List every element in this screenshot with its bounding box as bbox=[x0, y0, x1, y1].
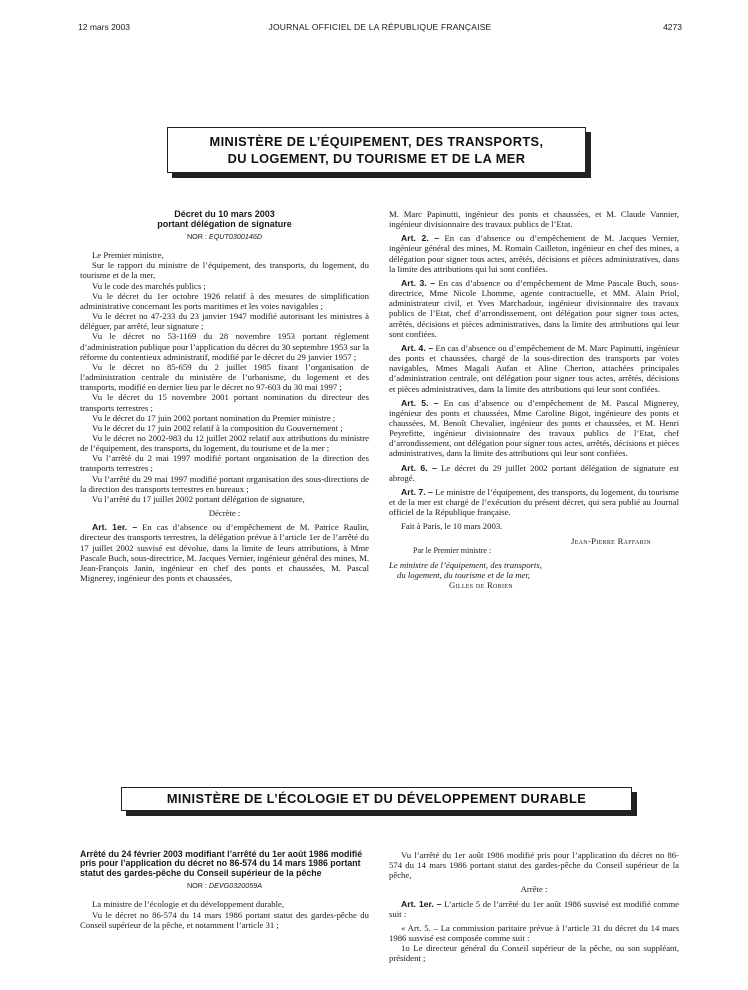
article-2 bbox=[389, 233, 679, 274]
article-4 bbox=[389, 343, 679, 394]
nor-code: EQUT0300146D bbox=[208, 232, 263, 241]
arrete-nor: NOR : DEVG0320059A bbox=[186, 881, 263, 891]
signatory-name: Jean-Pierre Raffarin bbox=[571, 535, 651, 546]
journal-title: JOURNAL OFFICIEL DE LA RÉPUBLIQUE FRANÇAISE bbox=[268, 22, 492, 32]
visa-paragraph: Vu le décret no 53-1169 du 28 novembre 1953 portant règlement d’administration publique pour l’application du décret du 30 septembre 1953 sur la réforme du contentieux administratif, modifié par le décret du 29 janvier 1957 ; bbox=[80, 331, 369, 362]
ministry-line-1: MINISTÈRE DE L’ÉQUIPEMENT, DES TRANSPORTS, bbox=[209, 134, 544, 149]
arrete-column-right bbox=[389, 850, 679, 964]
article-label: Art. 4. – bbox=[401, 342, 434, 353]
visa-paragraph: Vu le décret no 86-574 du 14 mars 1986 portant statut des gardes-pêche du Conseil supérieur de la pêche, et notamment l’article 31 ; bbox=[80, 909, 369, 930]
par-line: Par le Premier ministre : bbox=[413, 545, 492, 555]
article-label: Art. 3. – bbox=[401, 277, 436, 288]
decree-column-right bbox=[389, 209, 679, 590]
article-1 bbox=[80, 522, 369, 583]
nor-code: DEVG0320059A bbox=[208, 881, 263, 891]
visa-paragraph: Vu l’arrêté du 29 mai 1997 modifié portant organisation des sous-directions de la direction des transports terrestres en bureaux ; bbox=[80, 473, 369, 494]
visa-paragraph: Vu le décret no 85-659 du 2 juillet 1985 fixant l’organisation de l’administration centrale du ministère de l’urbanisme, du logement et des transports, modifié en dernier lieu par le décret no 97-603 du 30 mai 1997 ; bbox=[80, 361, 369, 393]
article-7 bbox=[389, 487, 679, 517]
ministry-line-2: DU LOGEMENT, DU TOURISME ET DE LA MER bbox=[227, 151, 526, 166]
article-label: Art. 2. – bbox=[401, 233, 440, 244]
article-6 bbox=[389, 463, 679, 483]
article-label: Art. 1er. – bbox=[92, 522, 138, 533]
article-text: En cas d’absence ou d’empêchement de M. Pascal Mignerey, ingénieur des ponts et chaussées, Mme Caroline Bigot, ingénieure des ponts et chaussées, M. Benoît Chevalier, ingénieur des ponts et chaussées, et M. Henri Peyrefitte, ingénieur divisionnaire des travaux publics de l’Etat, chef d’arrondissement, ont délégation pour signer tous actes, arrêtés, décisions et pièces administratives, dans la limite des attributions qui leur sont confiées. bbox=[389, 397, 679, 459]
visa-paragraph: Vu le décret du 17 juin 2002 relatif à la composition du Gouvernement ; bbox=[92, 422, 343, 433]
visa-paragraph: La ministre de l’écologie et du développement durable, bbox=[92, 899, 285, 910]
visa-paragraph: Vu le décret no 2002-983 du 12 juillet 2002 relatif aux attributions du ministre de l’équipement, des transports, du logement, du tourisme et de la mer ; bbox=[80, 432, 369, 454]
decree-title: Décret du 10 mars 2003 bbox=[174, 209, 275, 219]
arrete-column-left bbox=[80, 850, 369, 930]
decree-column-left bbox=[80, 209, 369, 583]
article-label: Art. 1er. – bbox=[401, 898, 442, 909]
decree-verb: Décrète : bbox=[208, 508, 241, 519]
article-text: L’article 5 de l’arrêté du 1er août 1986 susvisé est modifié comme suit : bbox=[389, 898, 679, 919]
minister-title-1: Le ministre de l’équipement, des transports, bbox=[389, 559, 542, 570]
issue-date: 12 mars 2003 bbox=[78, 22, 130, 32]
article-label: Art. 6. – bbox=[401, 462, 437, 473]
visa-paragraph: Vu le décret no 47-233 du 23 janvier 1947 modifié autorisant les ministres à déléguer, par arrêté, leur signature ; bbox=[80, 311, 369, 332]
arrete-title: Arrêté du 24 février 2003 modifiant l’arrêté du 1er août 1986 modifié pris pour l’application du décret no 86-574 du 14 mars 1986 portant statut des gardes-pêche du Conseil supérieur de la pêche bbox=[80, 849, 363, 878]
article-label: Art. 5. – bbox=[401, 397, 439, 408]
visa-paragraph: Sur le rapport du ministre de l’équipement, des transports, du logement, du tourisme et de la mer, bbox=[80, 260, 369, 281]
article-5 bbox=[389, 398, 679, 459]
article-1-continued: M. Marc Papinutti, ingénieur des ponts et chaussées, et M. Claude Vannier, ingénieur divisionnaire des travaux publics de l’Etat. bbox=[389, 209, 679, 230]
article-5-quote: « Art. 5. – La commission paritaire prévue à l’article 31 du décret du 14 mars 1986 susvisé est composée comme suit : bbox=[389, 922, 679, 944]
article-label: Art. 7. – bbox=[401, 486, 433, 497]
ministry-heading-equipment bbox=[167, 127, 586, 173]
visa-paragraph: Vu l’arrêté du 2 mai 1997 modifié portant organisation de la direction des transports terrestres ; bbox=[80, 453, 369, 474]
page-header bbox=[78, 22, 682, 36]
arrete-visa-list bbox=[80, 899, 369, 929]
visa-paragraph: Vu le décret du 15 novembre 2001 portant nomination du directeur des transports terrestres ; bbox=[80, 392, 369, 413]
article-3 bbox=[389, 278, 679, 339]
visa-list bbox=[80, 250, 369, 504]
minister-title-2: du logement, du tourisme et de la mer, bbox=[397, 570, 530, 580]
done-at: Fait à Paris, le 10 mars 2003. bbox=[401, 521, 503, 532]
arrete-visa: Vu l’arrêté du 1er août 1986 modifié pris pour l’application du décret no 86-574 du 14 mars 1986 portant statut des gardes-pêche du Conseil supérieur de la pêche, bbox=[389, 850, 679, 881]
decree-nor: NOR : EQUT0300146D bbox=[186, 232, 263, 241]
article-list bbox=[389, 233, 679, 517]
item-1: 1o Le directeur général du Conseil supérieur de la pêche, ou son suppléant, président ; bbox=[389, 943, 679, 964]
arrete-verb: Arrête : bbox=[520, 884, 548, 895]
minister-name: Gilles de Robien bbox=[449, 580, 513, 591]
ministry2-line: MINISTÈRE DE L’ÉCOLOGIE ET DU DÉVELOPPEMENT DURABLE bbox=[166, 791, 587, 806]
ministry-heading-ecology bbox=[121, 787, 632, 811]
article-text: En cas d’absence ou d’empêchement de Mme Pascale Buch, sous-directrice, Mme Nicole Lhomme, agente contractuelle, et MM. Alain Priol, administrateur civil, et Yves Marchadour, ingénieur divisionnaire des travaux publics de l’Etat, chef d’arrondissement, ont délégation pour signer tous actes, arrêtés, décisions et pièces administratives, dans la limite des attributions qui leur sont confiées. bbox=[389, 277, 679, 339]
arrete-article-1 bbox=[389, 899, 679, 919]
visa-paragraph: Vu le décret du 1er octobre 1926 relatif à des mesures de simplification administrative concernant les ports maritimes et les voies navigables ; bbox=[80, 290, 369, 311]
decree-subtitle: portant délégation de signature bbox=[157, 219, 292, 229]
visa-paragraph: Vu l’arrêté du 17 juillet 2002 portant délégation de signature, bbox=[92, 493, 305, 504]
article-text: Le décret du 29 juillet 2002 portant délégation de signature est abrogé. bbox=[389, 462, 679, 483]
article-text: En cas d’absence ou d’empêchement de M. Jacques Vernier, ingénieur général des mines, M. Romain Cailleton, ingénieur en chef des mines, a délégation pour signer tous actes, arrêtés, décisions et pièces administratives, dans la limite des attributions qui lui sont confiées. bbox=[389, 233, 679, 274]
article-text: Le ministre de l’équipement, des transports, du logement, du tourisme et de la mer est chargé de l’exécution du présent décret, qui sera publié au Journal officiel de la République française. bbox=[389, 486, 679, 518]
visa-paragraph: Vu le décret du 17 juin 2002 portant nomination du Premier ministre ; bbox=[92, 412, 336, 423]
article-text: En cas d’absence ou d’empêchement de M. Patrice Raulin, directeur des transports terrestres, la délégation prévue à l’article 1er de l’arrêté du 17 juillet 2002 susvisé est dévolue, dans la limite de leurs attributions, à Mme Pascale Buch, sous-directrice, M. Jacques Vernier, ingénieur général des mines, M. Jean-François Janin, ingénieur en chef des ponts et chaussées, M. Pascal Mignerey, ingénieur des ponts et chaussées, bbox=[80, 522, 369, 583]
visa-paragraph: Vu le code des marchés publics ; bbox=[92, 280, 206, 291]
visa-paragraph: Le Premier ministre, bbox=[92, 250, 164, 261]
article-text: En cas d’absence ou d’empêchement de M. Marc Papinutti, ingénieur des ponts et chaussées, chargé de la sous-direction des transports par voies navigables, Mmes Magali Aufan et Aline Cherton, attachées principales d’administration centrale, ont délégation pour signer tous actes, arrêtés, décisions et pièces administratives, dans la limite des attributions qui leur sont confiées. bbox=[389, 342, 679, 394]
page-number: 4273 bbox=[663, 22, 682, 32]
